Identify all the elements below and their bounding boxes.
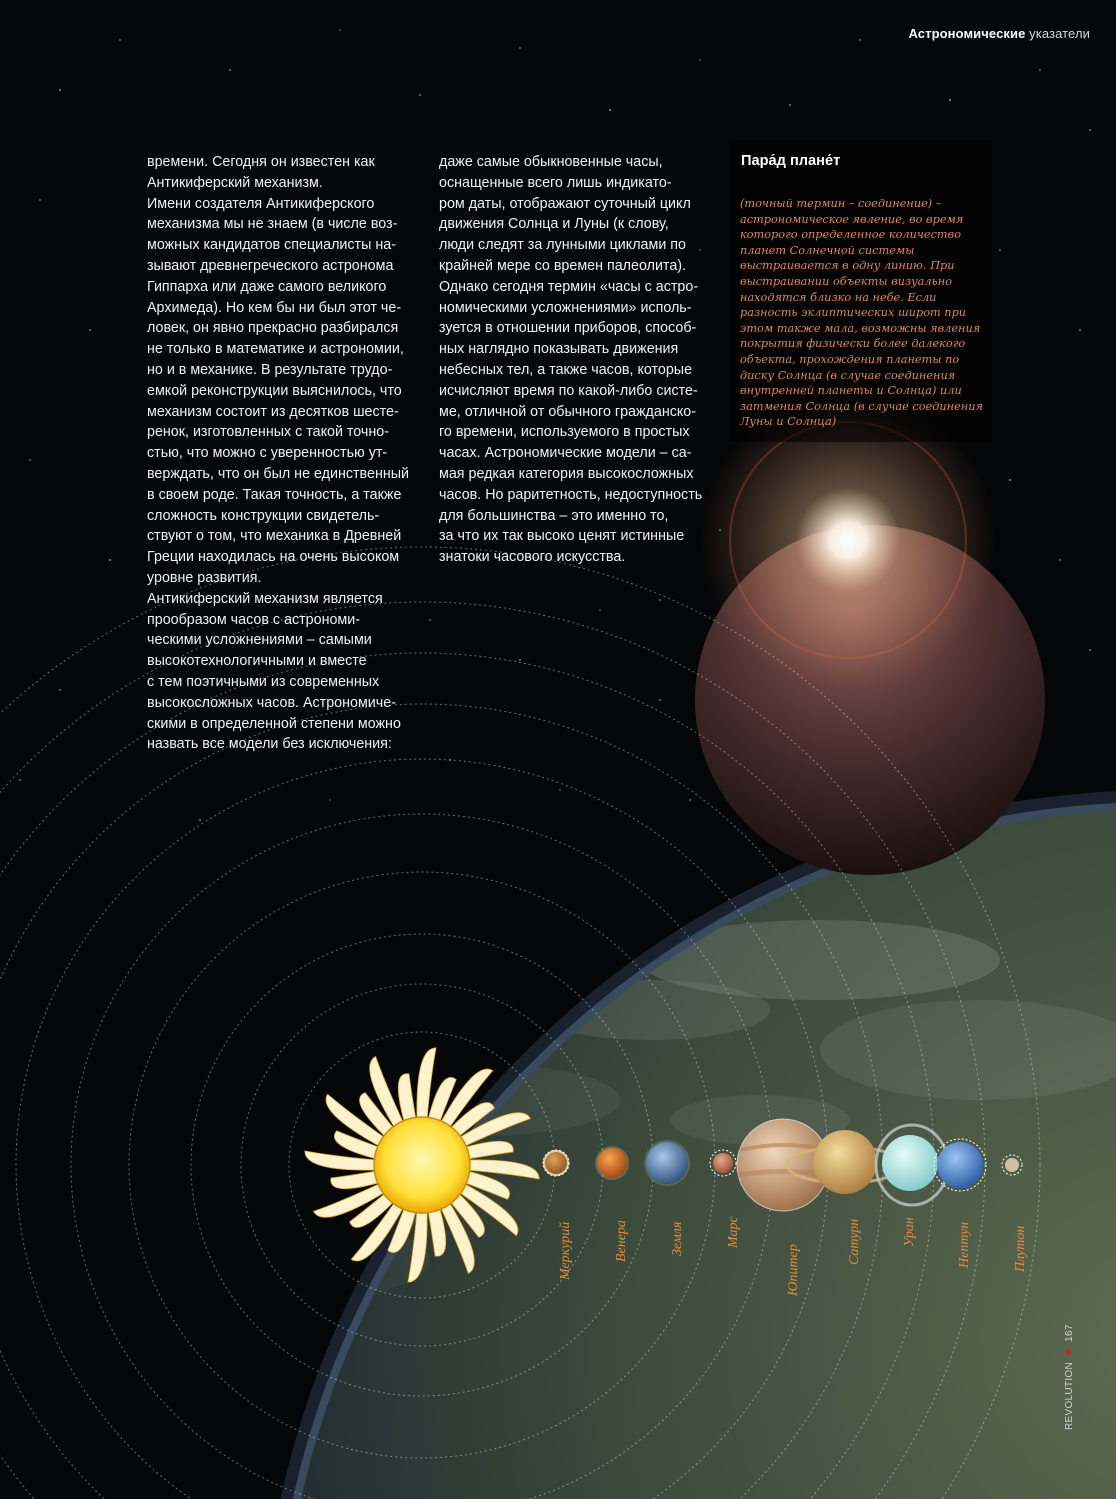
planet-label: Марс	[726, 1216, 741, 1248]
article-line: знатоки часового искусства.	[439, 549, 626, 566]
sidebar-line: астрономическое явление, во время	[740, 212, 964, 226]
article-line: времени. Сегодня он известен как	[147, 154, 375, 170]
article-line: Архимеда). Но кем бы ни был этот че-	[147, 299, 402, 316]
article-line: ме, отличной от обычного гражданско-	[439, 403, 697, 420]
article-line: Гиппарха или даже самого великого	[147, 278, 387, 295]
article-line: Греции находилась на очень высоком	[147, 549, 400, 566]
article-line: ром даты, отображают суточный цикл	[439, 195, 691, 212]
article-line: уровне развития.	[147, 569, 262, 586]
article-line: верждать, что он был не единственный	[147, 465, 409, 482]
article-line: даже самые обыкновенные часы,	[439, 154, 663, 170]
planet-label: Уран	[902, 1217, 917, 1247]
planet-label: Венера	[614, 1220, 629, 1262]
article-line: Антикиферский механизм является	[147, 590, 383, 607]
article-line: сложность конструкции свидетель-	[147, 507, 380, 524]
article-line: назвать все модели без исключения:	[147, 736, 392, 753]
planet-label: Нептун	[957, 1221, 972, 1268]
article-line: оснащенные всего лишь индикато-	[439, 174, 672, 191]
star-icon: ★	[1063, 1346, 1075, 1357]
sidebar-line: затмения Солнца (в случае соединения	[740, 399, 983, 413]
article-line: мая редкая категория высокосложных	[439, 465, 694, 482]
article-line: стью, что можно с уверенностью ут-	[147, 445, 388, 462]
article-line: зуется в отношении приборов, способ-	[439, 320, 697, 337]
article-line: часов. Но раритетность, недоступность	[439, 486, 703, 503]
article-line: за что их так высоко ценят истинные	[439, 528, 685, 545]
planet-label: Меркурий	[558, 1221, 573, 1280]
article-line: прообразом часов с астрономи-	[147, 611, 360, 628]
page-footer	[1062, 1324, 1075, 1430]
article-line: емкой реконструкции выяснилось, что	[147, 382, 402, 399]
sidebar-line: покрытия физически более далекого	[740, 337, 966, 351]
article-line: высокосложных часов. Астрономиче-	[147, 694, 396, 711]
article-line: го времени, используемого в простых	[439, 424, 690, 441]
article-line: номическими усложнениями» исполь-	[439, 299, 692, 316]
article-line: ствуют о том, что механика в Древней	[147, 528, 402, 545]
sidebar-line: (точный термин – соединение) –	[740, 197, 942, 210]
article-line: в своем роде. Такая точность, а также	[147, 486, 402, 503]
planet-label: Юпитер	[786, 1244, 801, 1296]
article-line: небесных тел, а также часов, которые	[439, 361, 693, 378]
article-line: Однако сегодня термин «часы с астро-	[439, 278, 699, 295]
sidebar-line: разность эклиптических широт при	[740, 306, 967, 320]
sidebar-line: диску Солнца (в случае соединения	[740, 368, 956, 382]
article-line: скими в определенной степени можно	[147, 715, 401, 732]
article-line: не только в математике и астрономии,	[147, 341, 404, 358]
page-number: 167	[1064, 1324, 1075, 1342]
sidebar-line: находятся близко на небе. Если	[740, 290, 937, 304]
section-title-light: указатели	[1029, 26, 1090, 41]
article-line: ловек, он явно прекрасно разбирался	[147, 320, 399, 337]
article-line: люди следят за лунными циклами по	[439, 237, 686, 254]
article-line: исчисляют время по какой-либо систе-	[439, 382, 698, 399]
planet-label: Плутон	[1013, 1225, 1028, 1272]
sidebar-line: выстраивании объекты визуально	[740, 274, 952, 288]
sidebar-line: внутренней планеты и Солнца) или	[740, 384, 962, 398]
sidebar-line: объекта, прохождения планеты по	[740, 352, 960, 366]
sidebar-line: планет Солнечной системы	[740, 243, 915, 257]
planet-label: Земля	[670, 1221, 685, 1256]
article-line: движения Солнца и Луны (к слову,	[439, 216, 669, 233]
article-line: Антикиферский механизм.	[147, 174, 323, 191]
article-column-1	[147, 152, 409, 755]
section-title-bold: Астрономические	[908, 26, 1026, 41]
article-line: часах. Астрономические модели – са-	[439, 445, 692, 462]
magazine-name: REVOLUTION	[1064, 1361, 1075, 1430]
planet-label: Сатурн	[847, 1218, 862, 1265]
article-line: высокотехнологичными и вместе	[147, 653, 367, 670]
article-line: для большинства – это именно то,	[439, 507, 669, 524]
sidebar-text	[740, 196, 983, 430]
article-line: можных кандидатов специалисты на-	[147, 237, 396, 254]
article-line: механизм состоит из десятков шесте-	[147, 403, 399, 420]
article-line: ческими усложнениями – самыми	[147, 632, 372, 649]
sidebar-title: Пара́д плане́т	[741, 153, 841, 169]
article-column-2	[439, 152, 702, 568]
section-header	[908, 26, 1090, 41]
sidebar-line: которого определенное количество	[740, 228, 962, 242]
article-line: механизма мы не знаем (в числе воз-	[147, 216, 398, 233]
article-line: но и в механике. В результате трудо-	[147, 361, 393, 378]
sidebar-line: выстраивается в одну линию. При	[740, 259, 955, 273]
article-line: зывают древнегреческого астронома	[147, 257, 394, 274]
article-line: ных наглядно показывать движения	[439, 341, 679, 358]
sidebar-line: Луны и Солнца)	[740, 415, 837, 429]
sidebar-line: этом также мала, возможны явления	[740, 321, 981, 335]
article-line: Имени создателя Антикиферского	[147, 195, 375, 212]
article-line: с тем поэтичными из современных	[147, 673, 380, 690]
article-line: ренок, изготовленных с такой точно-	[147, 424, 389, 441]
article-line: крайней мере со времен палеолита).	[439, 257, 687, 274]
